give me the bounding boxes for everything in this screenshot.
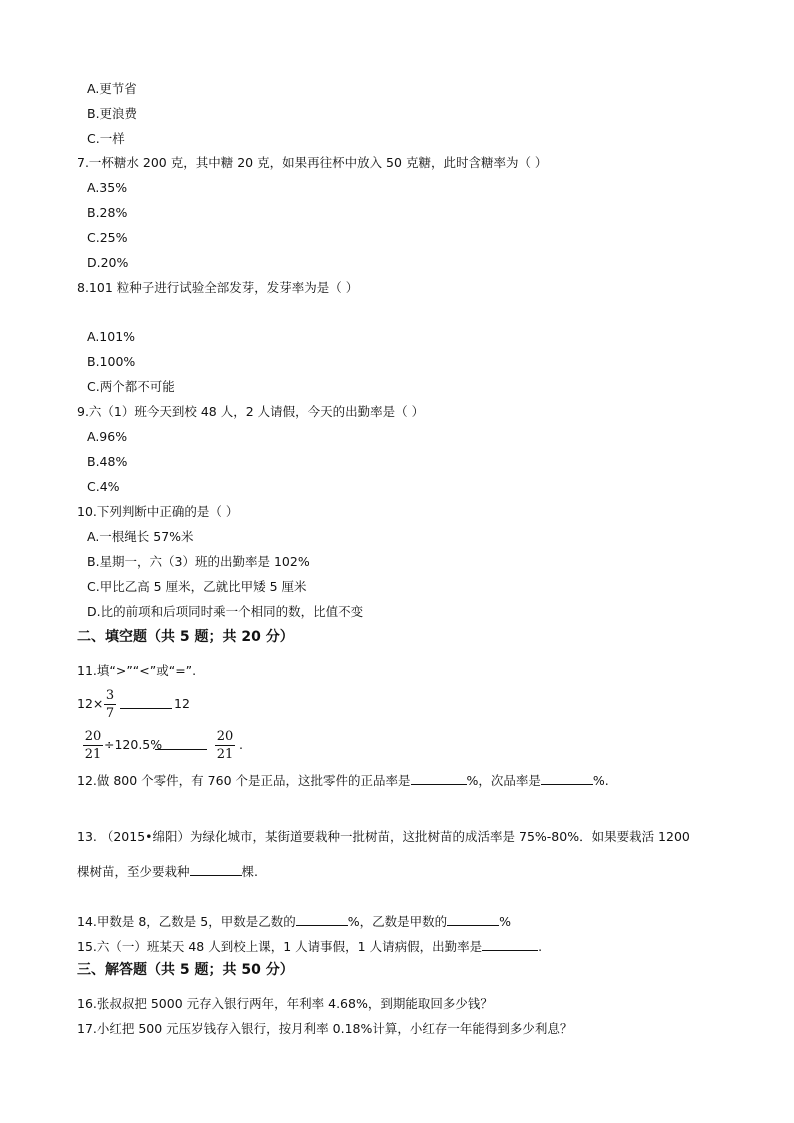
- q6-option-b: B.更浪费: [87, 106, 138, 121]
- q10-stem: 10.下列判断中正确的是（ ）: [77, 504, 239, 519]
- q12-text-3: %.: [592, 773, 609, 788]
- q11-answer-blank-2[interactable]: [155, 737, 207, 750]
- q7-option-b: B.28%: [87, 205, 128, 220]
- q9-option-c: C.4%: [87, 479, 120, 494]
- q16-stem: 16.张叔叔把 5000 元存入银行两年，年利率 4.68%，到期能取回多少钱？: [77, 996, 493, 1011]
- fraction-numerator: 3: [105, 688, 115, 703]
- q11-row2-operation: ÷120.5%: [104, 737, 163, 752]
- q13-text-1: 棵树苗，至少要栽种: [77, 864, 190, 879]
- q14-text-1: 14.甲数是 8，乙数是 5，甲数是乙数的: [77, 914, 296, 929]
- q14-text-3: %: [499, 914, 512, 929]
- q14-line: [77, 913, 511, 930]
- q8-stem: 8.101 粒种子进行试验全部发芽，发芽率为是（ ）: [77, 280, 359, 295]
- q9-option-a: A.96%: [87, 429, 128, 444]
- q11-stem: 11.填“>”“<”或“=”.: [77, 663, 197, 678]
- q15-line: [77, 938, 542, 955]
- q14-answer-blank-2[interactable]: [447, 913, 499, 926]
- q13-line-2: [77, 863, 258, 880]
- q10-option-c: C.甲比乙高 5 厘米，乙就比甲矮 5 厘米: [87, 579, 307, 594]
- q13-text-2: 棵.: [241, 864, 258, 879]
- fraction-numerator: 20: [84, 729, 102, 744]
- fraction-denominator: 7: [105, 706, 115, 721]
- fraction-numerator: 20: [216, 729, 234, 744]
- q12-answer-blank-2[interactable]: [541, 772, 593, 785]
- q9-stem: 9.六（1）班今天到校 48 人，2 人请假，今天的出勤率是（ ）: [77, 404, 425, 419]
- q11-fraction-3-7: [104, 688, 116, 721]
- fraction-bar: [83, 745, 103, 746]
- q10-option-d: D.比的前项和后项同时乘一个相同的数，比值不变: [87, 604, 364, 619]
- q15-answer-blank[interactable]: [482, 938, 538, 951]
- q8-option-a: A.101%: [87, 329, 136, 344]
- fraction-denominator: 21: [216, 747, 234, 762]
- q11-row1-prefix: 12×: [77, 696, 104, 711]
- q6-option-a: A.更节省: [87, 81, 137, 96]
- q12-text-1: 12.做 800 个零件，有 760 个是正品，这批零件的正品率是: [77, 773, 411, 788]
- q7-option-c: C.25%: [87, 230, 128, 245]
- q11-row2-end: .: [239, 737, 243, 752]
- q15-text-1: 15.六（一）班某天 48 人到校上课，1 人请事假，1 人请病假，出勤率是: [77, 939, 483, 954]
- q13-line-1: 13. （2015•绵阳）为绿化城市，某街道要栽种一批树苗，这批树苗的成活率是 75%-80%．如果要栽活 1200: [77, 829, 690, 844]
- q9-option-b: B.48%: [87, 454, 128, 469]
- q11-fraction-20-21-left: [83, 729, 103, 762]
- q14-answer-blank-1[interactable]: [296, 913, 348, 926]
- fraction-bar: [215, 745, 235, 746]
- q10-option-b: B.星期一，六（3）班的出勤率是 102%: [87, 554, 310, 569]
- q7-option-d: D.20%: [87, 255, 129, 270]
- q11-row1-suffix: 12: [174, 696, 190, 711]
- q7-stem: 7.一杯糖水 200 克，其中糖 20 克，如果再往杯中放入 50 克糖，此时含糖率为（ ）: [77, 155, 548, 170]
- q8-option-b: B.100%: [87, 354, 136, 369]
- q10-option-a: A.一根绳长 57%米: [87, 529, 194, 544]
- q6-option-c: C.一样: [87, 131, 125, 146]
- q8-option-c: C.两个都不可能: [87, 379, 175, 394]
- q7-option-a: A.35%: [87, 180, 128, 195]
- q15-text-2: .: [538, 939, 543, 954]
- section-heading-fill-in: 二、填空题（共 5 题；共 20 分）: [77, 629, 294, 645]
- fraction-bar: [104, 704, 116, 705]
- section-heading-answer: 三、解答题（共 5 题；共 50 分）: [77, 962, 294, 978]
- q12-answer-blank-1[interactable]: [411, 772, 467, 785]
- q17-stem: 17.小红把 500 元压岁钱存入银行，按月利率 0.18%计算，小红存一年能得到多少利息？: [77, 1021, 573, 1036]
- q12-text-2: %，次品率是: [466, 773, 541, 788]
- q11-fraction-20-21-right: [215, 729, 235, 762]
- q12-line: [77, 772, 609, 789]
- q11-answer-blank-1[interactable]: [120, 696, 172, 709]
- q13-answer-blank[interactable]: [190, 863, 242, 876]
- fraction-denominator: 21: [84, 747, 102, 762]
- q14-text-2: %，乙数是甲数的: [347, 914, 448, 929]
